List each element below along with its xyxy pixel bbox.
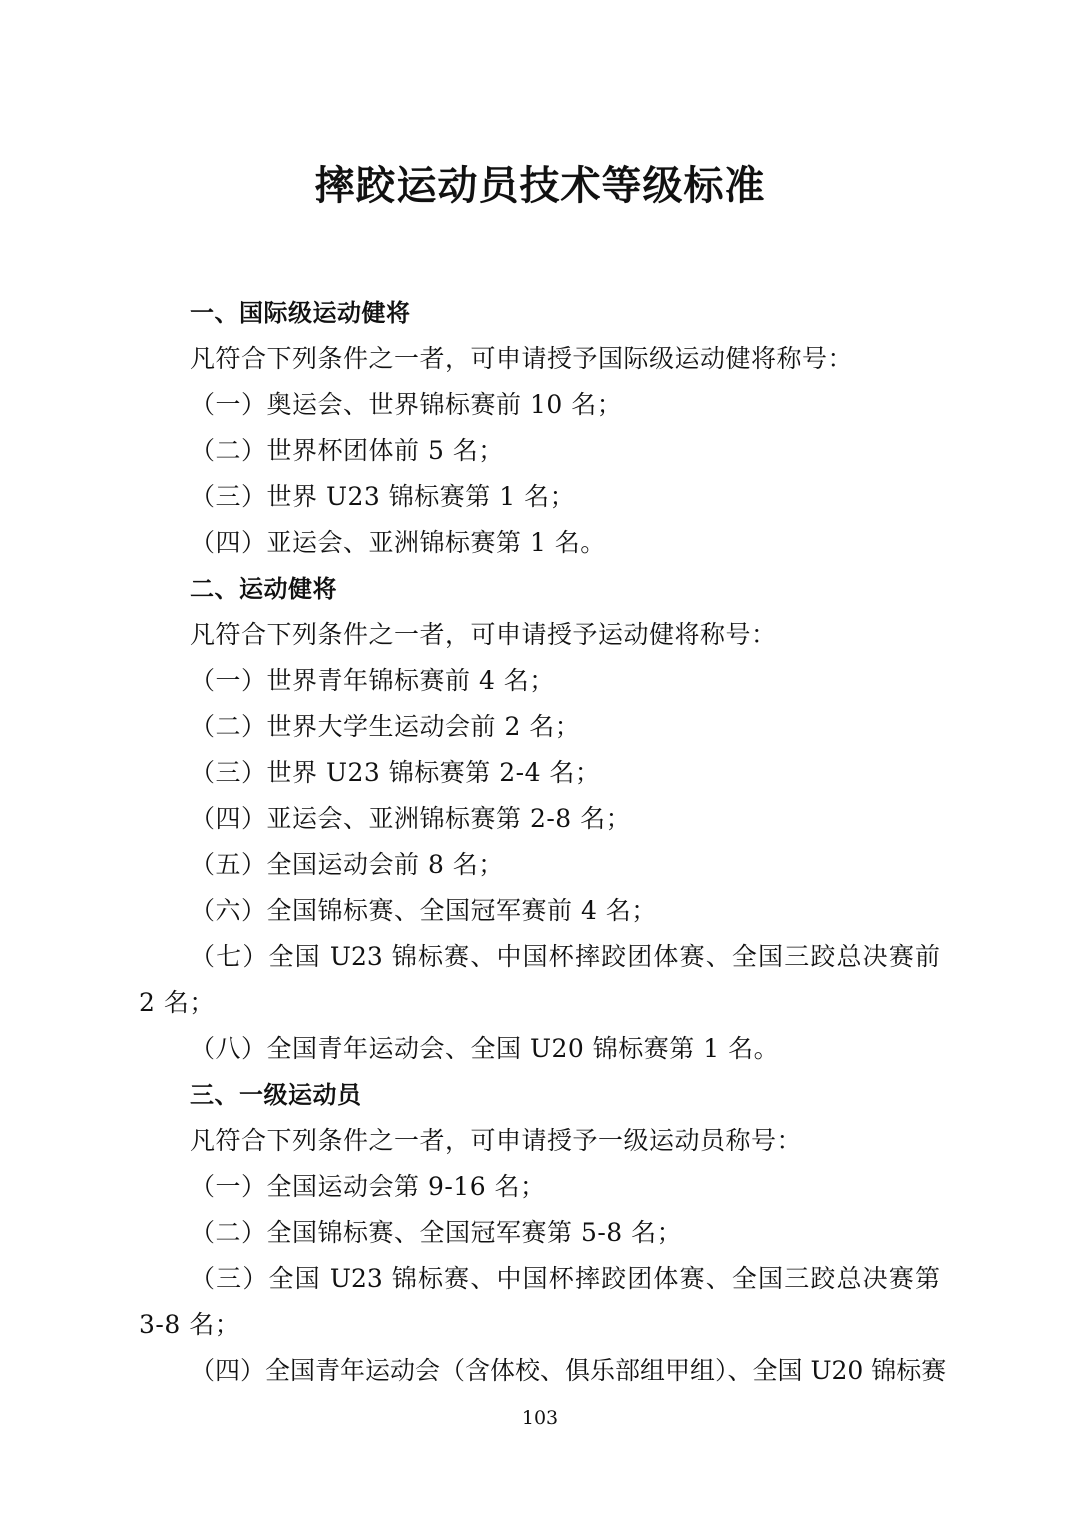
list-item: （一）奥运会、世界锦标赛前 10 名； — [190, 390, 623, 419]
section-heading-international-master: 一、国际级运动健将 — [190, 299, 411, 327]
section-intro: 凡符合下列条件之一者，可申请授予国际级运动健将称号： — [190, 344, 854, 373]
list-item: （三）世界 U23 锦标赛第 1 名； — [190, 482, 576, 511]
list-item: （六）全国锦标赛、全国冠军赛前 4 名； — [190, 896, 657, 925]
list-item: （二）全国锦标赛、全国冠军赛第 5-8 名； — [190, 1218, 683, 1247]
list-item-wrapped: （七）全国 U23 锦标赛、中国杯摔跤团体赛、全国三跤总决赛前 — [190, 942, 940, 971]
section-intro: 凡符合下列条件之一者，可申请授予运动健将称号： — [190, 620, 777, 649]
list-item: （四）亚运会、亚洲锦标赛第 1 名。 — [190, 528, 606, 557]
list-item: （五）全国运动会前 8 名； — [190, 850, 504, 879]
list-item-continuation: 3-8 名； — [139, 1310, 241, 1339]
section-intro: 凡符合下列条件之一者，可申请授予一级运动员称号： — [190, 1126, 803, 1155]
list-item: （四）亚运会、亚洲锦标赛第 2-8 名； — [190, 804, 632, 833]
list-item-wrapped: （三）全国 U23 锦标赛、中国杯摔跤团体赛、全国三跤总决赛第 — [190, 1264, 940, 1293]
section-heading-master: 二、运动健将 — [190, 575, 337, 603]
list-item: （八）全国青年运动会、全国 U20 锦标赛第 1 名。 — [190, 1034, 780, 1063]
list-item-wrapped: （四）全国青年运动会（含体校、俱乐部组甲组）、全国 U20 锦标赛 — [190, 1356, 947, 1385]
list-item: （二）世界杯团体前 5 名； — [190, 436, 504, 465]
list-item: （一）全国运动会第 9-16 名； — [190, 1172, 546, 1201]
list-item: （二）世界大学生运动会前 2 名； — [190, 712, 581, 741]
document-title: 摔跤运动员技术等级标准 — [314, 163, 766, 209]
page-number: 103 — [521, 1407, 559, 1429]
list-item: （一）世界青年锦标赛前 4 名； — [190, 666, 555, 695]
section-heading-first-class: 三、一级运动员 — [190, 1081, 362, 1109]
list-item: （三）世界 U23 锦标赛第 2-4 名； — [190, 758, 601, 787]
list-item-continuation: 2 名； — [139, 988, 215, 1017]
